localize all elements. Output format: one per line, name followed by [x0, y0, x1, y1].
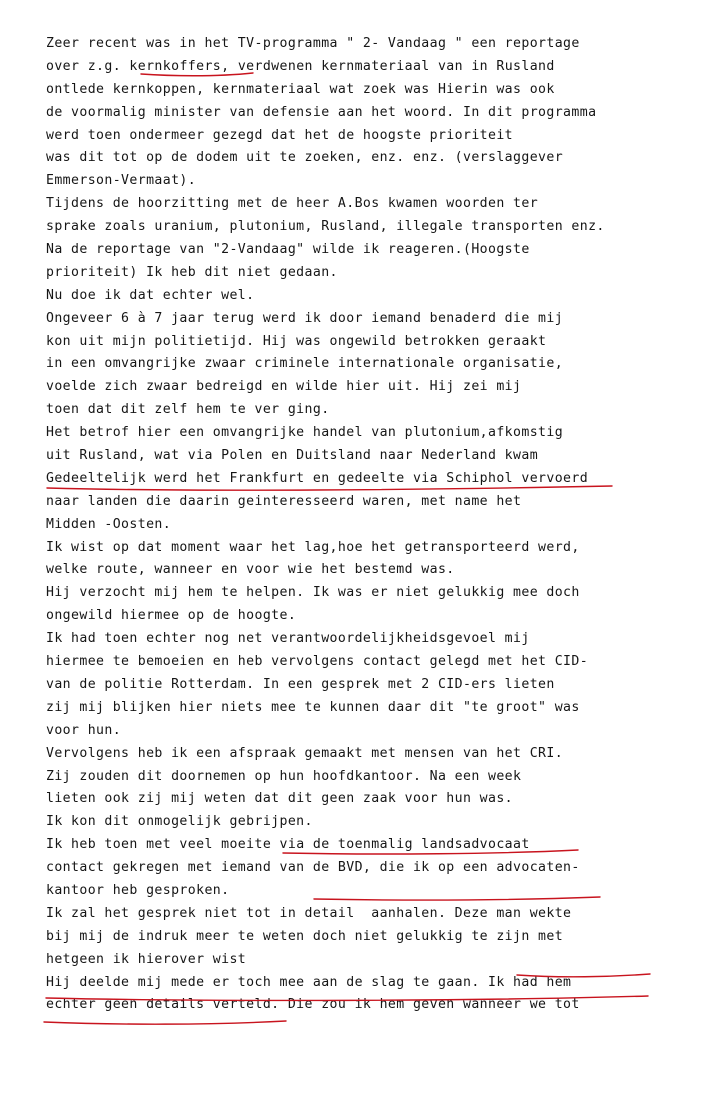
text-line	[46, 125, 706, 148]
text-line	[46, 811, 706, 834]
text-line	[46, 399, 706, 422]
underlined-text: Deze man wekte	[454, 905, 572, 921]
text-line	[46, 788, 706, 811]
text-line	[46, 147, 706, 170]
underlined-text: kernkoffers,	[129, 58, 230, 74]
text-run: toen dat dit zelf hem te ver ging.	[46, 402, 330, 418]
text-run: de voormalig minister van defensie aan het woord. In dit programma	[46, 104, 597, 120]
text-line	[46, 170, 706, 193]
text-line	[46, 926, 706, 949]
document-body	[46, 33, 706, 1017]
text-line	[46, 628, 706, 651]
text-line	[46, 308, 706, 331]
text-run: Hij verzocht mij hem te helpen. Ik was er niet gelukkig mee doch	[46, 585, 580, 601]
text-line	[46, 376, 706, 399]
text-line	[46, 331, 706, 354]
text-run: echter geen details verteld. Die zou ik hem geven wanneer we tot	[46, 997, 580, 1013]
text-line	[46, 491, 706, 514]
text-run: Ik had toen echter nog net verantwoordelijkheidsgevoel mij	[46, 631, 530, 647]
text-line	[46, 720, 706, 743]
text-run: Nu doe ik dat echter wel.	[46, 287, 255, 303]
underlined-text: hetgeen ik hierover wist	[46, 951, 247, 967]
text-line	[46, 79, 706, 102]
text-line	[46, 102, 706, 125]
text-line	[46, 239, 706, 262]
text-line	[46, 33, 706, 56]
text-run: Ik heb toen met veel moeite	[46, 837, 280, 853]
text-run: van de politie Rotterdam. In een gesprek met 2 CID-ers lieten	[46, 676, 555, 692]
text-run: voelde zich zwaar bedreigd en wilde hier uit. Hij zei mij	[46, 379, 522, 395]
text-run: Midden -Oosten.	[46, 516, 172, 532]
text-run: Na de reportage van "2-Vandaag" wilde ik reageren.(Hoogste	[46, 242, 530, 258]
underlined-text: dat dit geen zaak voor hun was.	[254, 791, 514, 807]
text-run: naar landen die daarin geinteresseerd waren, met name het	[46, 493, 522, 509]
text-line	[46, 697, 706, 720]
underlined-text: bij mij de indruk meer te weten doch niet gelukkig te zijn met	[46, 928, 564, 944]
text-run: in een omvangrijke zwaar criminele internationale organisatie,	[46, 356, 564, 372]
text-line	[46, 903, 706, 926]
text-run: Vervolgens heb ik een afspraak gemaakt met mensen van het CRI.	[46, 745, 564, 761]
text-run: Het betrof hier een omvangrijke handel van plutonium,afkomstig	[46, 425, 564, 441]
text-line	[46, 445, 706, 468]
text-run: over z.g.	[46, 58, 130, 74]
text-line	[46, 285, 706, 308]
text-run: was dit tot op de dodem uit te zoeken, enz. enz. (verslaggever	[46, 150, 564, 166]
text-line	[46, 743, 706, 766]
text-run: Gedeeltelijk werd het Frankfurt en gedeelte via Schiphol vervoerd	[46, 470, 589, 486]
text-run: Ongeveer 6 à 7 jaar terug werd ik door iemand benaderd die mij	[46, 310, 564, 326]
text-line	[46, 651, 706, 674]
text-line	[46, 193, 706, 216]
text-line	[46, 422, 706, 445]
text-run: contact gekregen met iemand van de BVD, die ik op een advocaten-	[46, 860, 580, 876]
text-line	[46, 857, 706, 880]
text-line	[46, 605, 706, 628]
text-line	[46, 880, 706, 903]
text-line	[46, 674, 706, 697]
text-run: Hij deelde mij mede er toch mee aan de slag te gaan. Ik had hem	[46, 974, 572, 990]
text-run: Ik zal het gesprek niet tot in detail aanhalen.	[46, 905, 455, 921]
text-line	[46, 262, 706, 285]
text-run: Zeer recent was in het TV-programma " 2- Vandaag " een reportage	[46, 36, 580, 51]
underlined-text: via de toenmalig landsadvocaat	[279, 837, 530, 853]
text-line	[46, 582, 706, 605]
text-line	[46, 834, 706, 857]
text-line	[46, 216, 706, 239]
hand-underline-hetgeen	[44, 1021, 286, 1024]
text-run: Ik wist op dat moment waar het lag,hoe het getransporteerd werd,	[46, 539, 580, 555]
text-line	[46, 353, 706, 376]
text-run: ongewild hiermee op de hoogte.	[46, 608, 297, 624]
text-line	[46, 56, 706, 79]
text-run: Zij zouden dit doornemen op hun hoofdkantoor. Na een week	[46, 768, 522, 784]
text-line	[46, 468, 706, 491]
text-line	[46, 972, 706, 995]
text-line	[46, 766, 706, 789]
text-run: sprake zoals uranium, plutonium, Rusland, illegale transporten enz.	[46, 219, 605, 235]
text-run: lieten ook zij mij weten	[46, 791, 255, 807]
text-run: Tijdens de hoorzitting met de heer A.Bos kwamen woorden ter	[46, 196, 539, 212]
text-run: kon uit mijn politietijd. Hij was ongewild betrokken geraakt	[46, 333, 547, 349]
underlined-text: uit Rusland, wat via Polen en Duitsland naar Nederland kwam	[46, 448, 539, 464]
text-run: werd toen ondermeer gezegd dat het de hoogste prioriteit	[46, 127, 514, 143]
text-run: ontlede kernkoppen, kernmateriaal wat zoek was Hierin was ook	[46, 81, 555, 97]
text-line	[46, 514, 706, 537]
text-run: welke route, wanneer en voor wie het bestemd was.	[46, 562, 455, 578]
text-run: verdwenen kernmateriaal van in Rusland	[229, 58, 555, 74]
text-line	[46, 537, 706, 560]
text-run: prioriteit) Ik heb dit niet gedaan.	[46, 264, 338, 280]
text-line	[46, 559, 706, 582]
text-run: kantoor heb gesproken.	[46, 882, 230, 898]
text-line	[46, 949, 706, 972]
text-run: voor hun.	[46, 722, 122, 738]
text-line	[46, 994, 706, 1017]
text-run: Emmerson-Vermaat).	[46, 173, 197, 189]
text-run: hiermee te bemoeien en heb vervolgens contact gelegd met het CID-	[46, 654, 589, 670]
text-run: zij mij blijken hier niets mee te kunnen daar dit "te groot" was	[46, 699, 580, 715]
text-run: Ik kon dit onmogelijk gebrijpen.	[46, 814, 313, 830]
